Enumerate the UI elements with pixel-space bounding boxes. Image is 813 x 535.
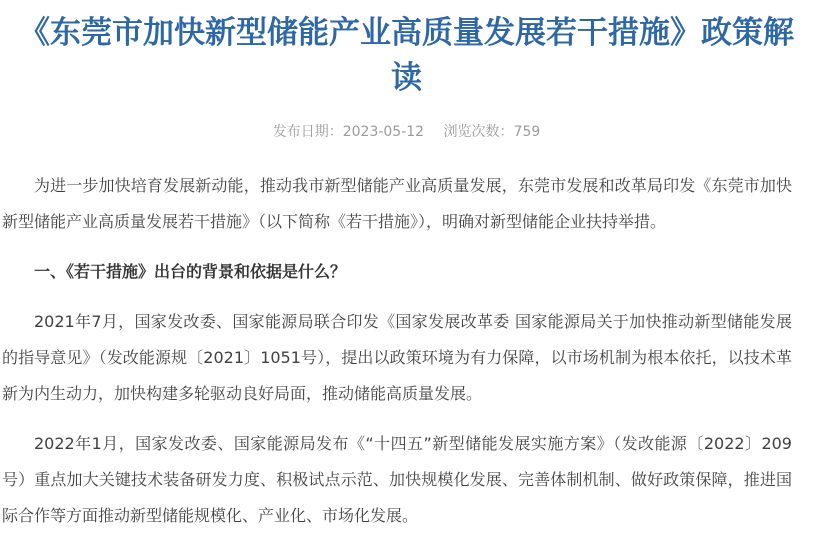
intro-paragraph: 为进一步加快培育发展新动能，推动我市新型储能产业高质量发展，东莞市发展和改革局印发《东莞市加快新型储能产业高质量发展若干措施》（以下简称《若干措施》），明确对新型储能企业扶持举措。: [2, 176, 792, 231]
paragraph-2022: 2022年1月，国家发改委、国家能源局发布《“十四五”新型储能发展实施方案》（发改能源〔2022〕209号）重点加大关键技术装备研发力度、积极试点示范、加快规模化发展、完善体制机制、做好政策保障，推进国际合作等方面推动新型储能规模化、产业化、市场化发展。: [2, 434, 792, 525]
view-count-label: 浏览次数：: [443, 124, 514, 140]
article-meta: [0, 122, 813, 142]
section-heading-1: 一、《若干措施》出台的背景和依据是什么？: [34, 262, 347, 281]
paragraph-2021: 2021年7月，国家发改委、国家能源局联合印发《国家发展改革委 国家能源局关于加快推动新型储能发展的指导意见》（发改能源规〔2021〕1051号），提出以政策环境为有力保障，以市场机制为根本依托，以技术革新为内生动力，加快构建多轮驱动良好局面，推动储能高质量发展。: [2, 312, 792, 403]
article-body: [0, 168, 813, 534]
publish-date-value: 2023-05-12: [342, 124, 425, 140]
publish-date-label: 发布日期：: [272, 124, 343, 140]
page-title: 《东莞市加快新型储能产业高质量发展若干措施》政策解读: [19, 15, 794, 96]
view-count-value: 759: [513, 124, 541, 140]
policy-article-page: [0, 11, 813, 535]
